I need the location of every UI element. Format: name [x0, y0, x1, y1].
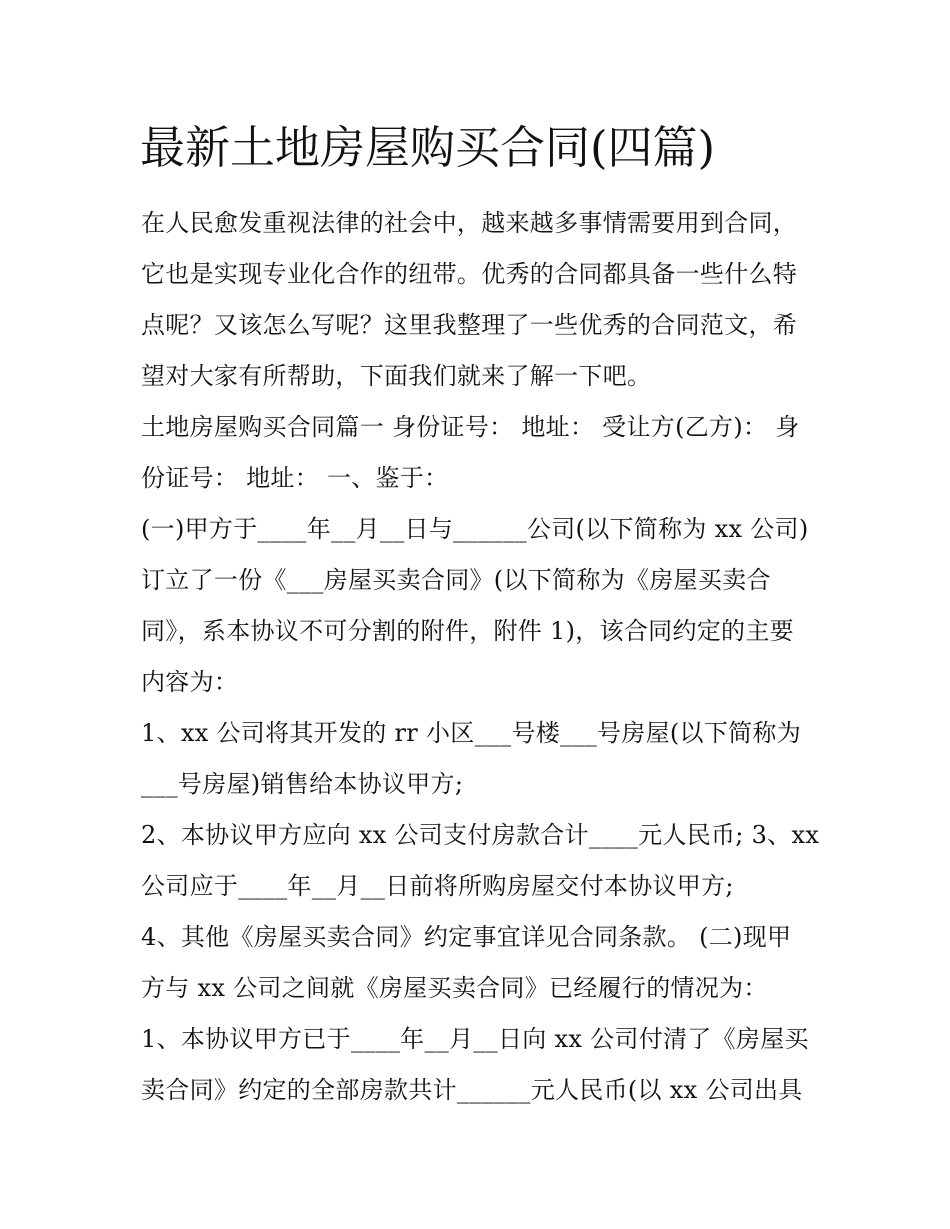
body-line-8: 订立了一份《___房屋买卖合同》(以下简称为《房屋买卖合 [141, 566, 771, 594]
body-line-6: 份证号： 地址： 一、鉴于： [141, 464, 449, 492]
body-line-10: 内容为： [141, 668, 239, 696]
body-line-1: 在人民愈发重视法律的社会中，越来越多事情需要用到合同， [141, 209, 798, 237]
body-line-15: 4、其他《房屋买卖合同》约定事宜详见合同条款。 (二)现甲 [141, 923, 792, 951]
body-line-7: (一)甲方于____年__月__日与______公司(以下简称为 xx 公司) [141, 515, 809, 543]
body-line-11: 1、xx 公司将其开发的 rr 小区___号楼___号房屋(以下简称为 [141, 719, 802, 747]
body-line-5: 土地房屋购买合同篇一 身份证号： 地址： 受让方(乙方)： 身 [141, 413, 800, 441]
body-line-18: 卖合同》约定的全部房款共计______元人民币(以 xx 公司出具 [141, 1076, 803, 1104]
body-line-4: 望对大家有所帮助，下面我们就来了解一下吧。 [141, 362, 652, 390]
body-line-9: 同》，系本协议不可分割的附件，附件 1)，该合同约定的主要 [141, 617, 794, 645]
body-line-16: 方与 xx 公司之间就《房屋买卖合同》已经履行的情况为： [141, 974, 768, 1002]
body-line-13: 2、本协议甲方应向 xx 公司支付房款合计____元人民币; 3、xx [141, 821, 820, 849]
body-line-2: 它也是实现专业化合作的纽带。优秀的合同都具备一些什么特 [141, 260, 798, 288]
body-line-14: 公司应于____年__月__日前将所购房屋交付本协议甲方; [141, 872, 734, 900]
body-line-3: 点呢？又该怎么写呢？这里我整理了一些优秀的合同范文，希 [141, 311, 798, 339]
body-line-17: 1、本协议甲方已于____年__月__日向 xx 公司付清了《房屋买 [141, 1025, 809, 1053]
document-title: 最新土地房屋购买合同(四篇) [140, 121, 716, 174]
body-line-12: ___号房屋)销售给本协议甲方; [141, 770, 464, 798]
